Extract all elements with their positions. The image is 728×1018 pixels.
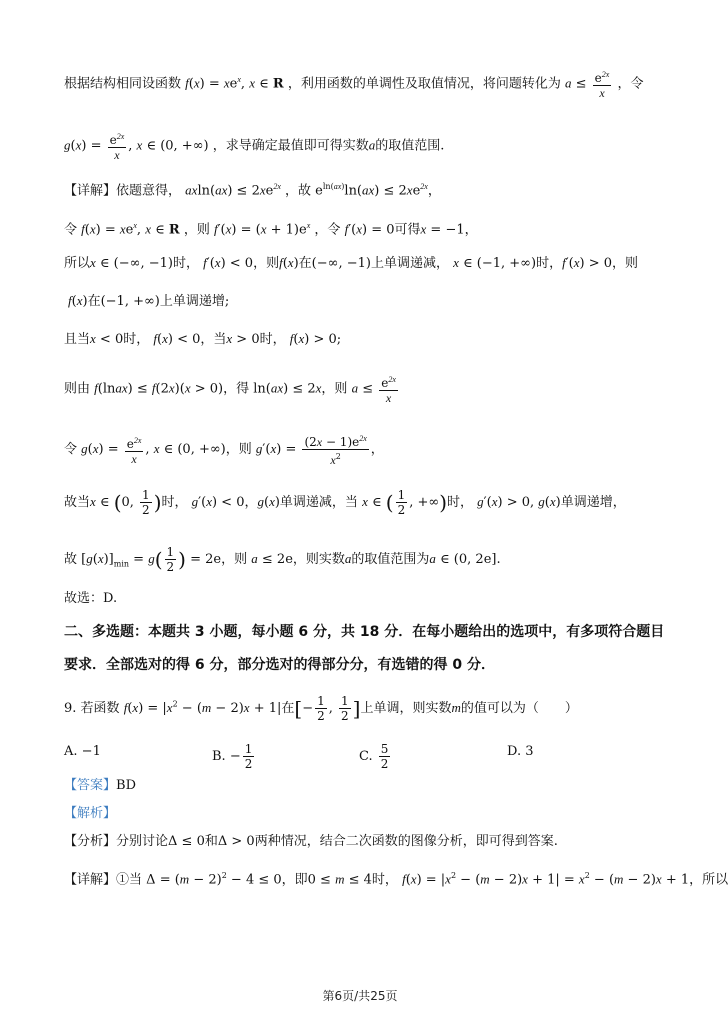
analysis-line [64, 804, 680, 824]
text: 的值可以为（ ） [460, 701, 578, 716]
option-d: D. 3 [507, 744, 534, 759]
fenxi-line: 【分析】分别讨论Δ ≤ 0和Δ > 0两种情况，结合二次函数的图像分析，即可得到答案. [64, 834, 558, 849]
paragraph-7: 且当x < 0时， f(x) < 0，当x > 0时， f(x) > 0; [64, 331, 342, 347]
paragraph-2: g(x) = $\frac{e^{2x}}{x}$ , x ∈ (0, +∞) ，求导确定最值即可得实数a的取值范围. [64, 132, 445, 162]
paragraph-3: 【详解】依题意得， $axln(ax) \le 2xe^{2x}$ ，故 $e^{ln(ax)}\ln(ax) \le 2xe^{2x}$， [64, 182, 441, 199]
text: 分别讨论 [116, 834, 169, 849]
answer-tag: 【答案】 [64, 778, 117, 793]
text: 单调递增， [560, 495, 626, 510]
paragraph-11: 故 $[g(x)]_{min} = g$( $\frac{1}{2}$ ) = 2e，则 a ≤ 2e，则实数a的取值范围为a ∈ (0, 2e]. [64, 545, 501, 574]
question-number: 9. [64, 701, 77, 716]
text: ①当 [116, 872, 143, 888]
paragraph-5: 所以x ∈ (−∞, −1)时， f′(x) < 0，则f(x)在(−∞, −1)上单调递减， x ∈ (−1, +∞)时，f′(x) > 0，则 [64, 255, 639, 271]
answer-line [64, 776, 680, 796]
text: 故当 [64, 495, 91, 510]
text: ，令 [617, 76, 644, 92]
text: . [496, 552, 501, 567]
text: ，则 [321, 381, 348, 397]
text: ，得 [223, 381, 250, 397]
text: 的取值范围为 [351, 552, 430, 567]
text: ，故 [285, 183, 312, 199]
option-a: A. −1 [64, 744, 101, 759]
paragraph-10: 故当x ∈ (0, $\frac{1}{2}$ )时， g′(x) < 0，g(x)单调递减，当 x ∈ ( $\frac{1}{2}$ , +∞)时， g′(x) > 0, g(x)单调递增， [64, 488, 626, 517]
text: 上单调，则实数 [360, 701, 452, 716]
paragraph-1: 根据结构相同设函数 $f(x) = xe^x$, x ∈ R ，利用函数的单调性及取值情况，将问题转化为 a ≤ $\frac{e^{2x}}{x}$ ，令 [64, 70, 644, 100]
text: ，所以 [689, 872, 728, 888]
text: 时， [123, 332, 150, 347]
text: ， [370, 442, 384, 457]
detail-tag: 【详解】 [64, 872, 117, 888]
fraction: $\frac{e^{2x}}{x}$ [126, 435, 142, 466]
paragraph-8: 则由 f(lnax) ≤ f(2x)(x > 0)，得 ln(ax) ≤ 2x，则 a ≤ $\frac{e^{2x}}{x}$ [64, 375, 396, 405]
text: ，即 [281, 872, 308, 888]
text: 令 [64, 222, 78, 238]
detail2-line: 【详解】①当 $\Delta = (m - 2)^2 - 4 \le 0$，即0 ≤ m ≤ 4时， $f(x) = |x^2 - (m - 2)x + 1| = x^2 - (m - 2)x + 1$，所以 [64, 871, 728, 888]
fraction: $\frac{e^{2x}}{x}$ [594, 70, 610, 100]
paragraph-6: f(x)在(−1, +∞)上单调递增; [68, 293, 230, 309]
text: 在 [87, 294, 101, 309]
text: 令 [64, 442, 78, 457]
question-9: 9. 若函数 $f(x) = |x^2 - (m - 2)x + 1|$在[− $\frac{1}{2}$ , $\frac{1}{2}$ ]上单调，则实数m的值可以为（ ） [64, 694, 578, 723]
text: 上单调递增; [159, 294, 230, 309]
text: 时， [371, 872, 398, 888]
formula: f [185, 75, 189, 91]
text: 时， [161, 495, 188, 510]
page-footer: 第6页/共25页 [322, 989, 398, 1003]
text: ，则 [183, 222, 210, 238]
text: 在 [281, 701, 295, 716]
paragraph-4: 令 $f(x) = xe^x$, x ∈ R ，则 $f'(x) = (x + 1)e^x$ ，令 f′(x) = 0可得x = −1， [64, 221, 478, 238]
text: 若函数 [80, 701, 120, 716]
fraction: $\frac{e^{2x}}{x}$ [109, 132, 125, 162]
fenxi-tag: 【分析】 [64, 834, 117, 849]
text: ，则实数 [292, 552, 345, 567]
text: 上单调递减， [370, 256, 449, 271]
text: 故 [64, 552, 78, 567]
paragraph-9: 令 g(x) = $\frac{e^{2x}}{x}$ , x ∈ (0, +∞)，则 g′(x) = $\frac{(2x - 1)e^{2x}}{x^2}$ ， [64, 434, 384, 467]
text: 时， [536, 256, 563, 271]
choice-line: 故选：D. [64, 591, 118, 606]
text: ，则 [225, 442, 252, 457]
text: ， [244, 495, 258, 510]
text: 时， [259, 332, 286, 347]
text: 时， [447, 495, 474, 510]
fraction: $\frac{e^{2x}}{x}$ [381, 375, 396, 405]
text: 两种情况，结合二次函数的图像分析，即可得到答案. [254, 834, 558, 849]
section-heading-1: 二、多选题：本题共 3 小题，每小题 6 分，共 18 分．在每小题给出的选项中，有多项符合题目 [64, 624, 665, 640]
text: 则由 [64, 381, 91, 397]
analysis-tag: 【解析】 [64, 806, 117, 821]
text: 单调递减，当 [279, 495, 358, 510]
text: 且当 [64, 332, 91, 347]
text: ，当 [200, 332, 227, 347]
text: 所以 [64, 256, 91, 271]
text: ，则 [253, 256, 280, 271]
detail-tag: 【详解】 [64, 183, 117, 199]
text: 可得 [394, 222, 421, 238]
text: 依题意得， [116, 183, 182, 199]
answer-value: BD [116, 778, 136, 793]
text: 和 [204, 834, 218, 849]
section-heading-2: 要求．全部选对的得 6 分，部分选对的得部分分，有选错的得 0 分． [64, 657, 495, 673]
fraction: $\frac{(2x - 1)e^{2x}}{x^2}$ [304, 434, 367, 467]
text: ，则 [221, 552, 248, 567]
text: ; [336, 332, 342, 347]
option-b: B. − $\frac{1}{2}$ [212, 742, 253, 771]
text: ，求导确定最值即可得实数 [212, 138, 369, 154]
text: ，令 [314, 222, 341, 238]
text: ，则 [612, 256, 639, 271]
text: 的取值范围. [375, 138, 445, 154]
text: 根据结构相同设函数 [64, 76, 182, 92]
text: 在 [298, 256, 312, 271]
option-c: C. $\frac{5}{2}$ [359, 742, 389, 771]
text: ，利用函数的单调性及取值情况，将问题转化为 [287, 76, 561, 92]
text: 时， [172, 256, 199, 271]
